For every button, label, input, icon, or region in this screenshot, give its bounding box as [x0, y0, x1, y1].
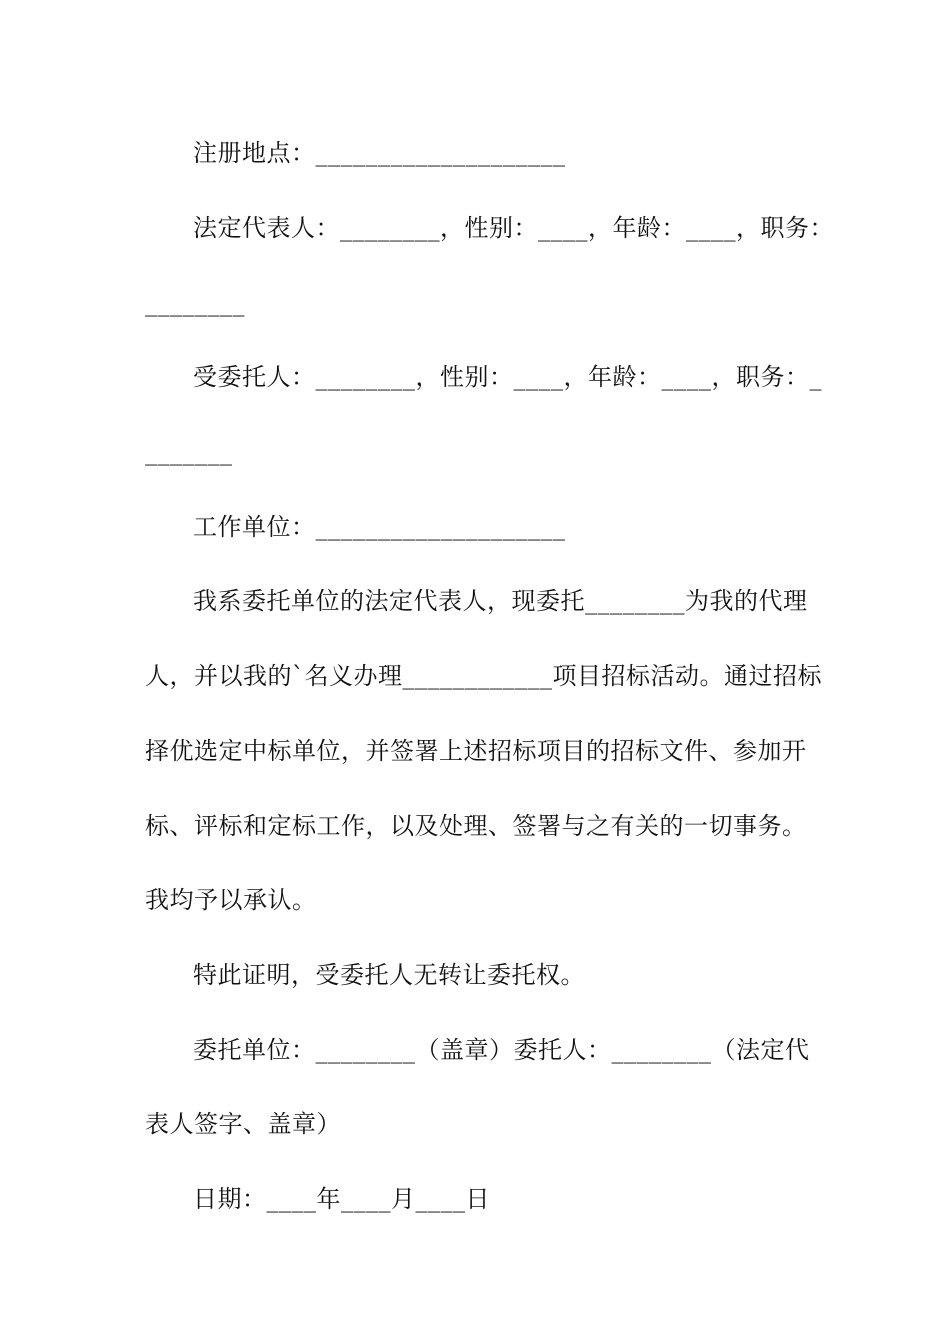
authorization-paragraph-line-4: 标、评标和定标工作，以及处理、签署与之有关的一切事务。 — [145, 812, 807, 840]
authorized-agent-line: 受委托人：________，性别：____，年龄：____，职务：_ — [193, 363, 822, 391]
legal-representative-line: 法定代表人：________，性别：____，年龄：____，职务： — [193, 214, 834, 242]
date-line: 日期：____年____月____日 — [193, 1185, 490, 1213]
certification-line: 特此证明，受委托人无转让委托权。 — [193, 961, 585, 989]
signature-line-2: 表人签字、盖章） — [145, 1110, 341, 1138]
authorized-agent-position-line: _______ — [145, 438, 233, 466]
registered-address-line: 注册地点：____________________ — [193, 139, 566, 167]
authorization-paragraph-line-5: 我均予以承认。 — [145, 886, 317, 914]
signature-line-1: 委托单位：________（盖章）委托人：________（法定代 — [193, 1036, 810, 1064]
authorization-paragraph-line-2: 人，并以我的`名义办理____________项目招标活动。通过招标 — [145, 662, 822, 690]
legal-representative-position-line: ________ — [145, 289, 245, 317]
work-unit-line: 工作单位：____________________ — [193, 513, 566, 541]
authorization-paragraph-line-3: 择优选定中标单位，并签署上述招标项目的招标文件、参加开 — [145, 737, 807, 765]
authorization-paragraph-line-1: 我系委托单位的法定代表人，现委托________为我的代理 — [193, 587, 808, 615]
